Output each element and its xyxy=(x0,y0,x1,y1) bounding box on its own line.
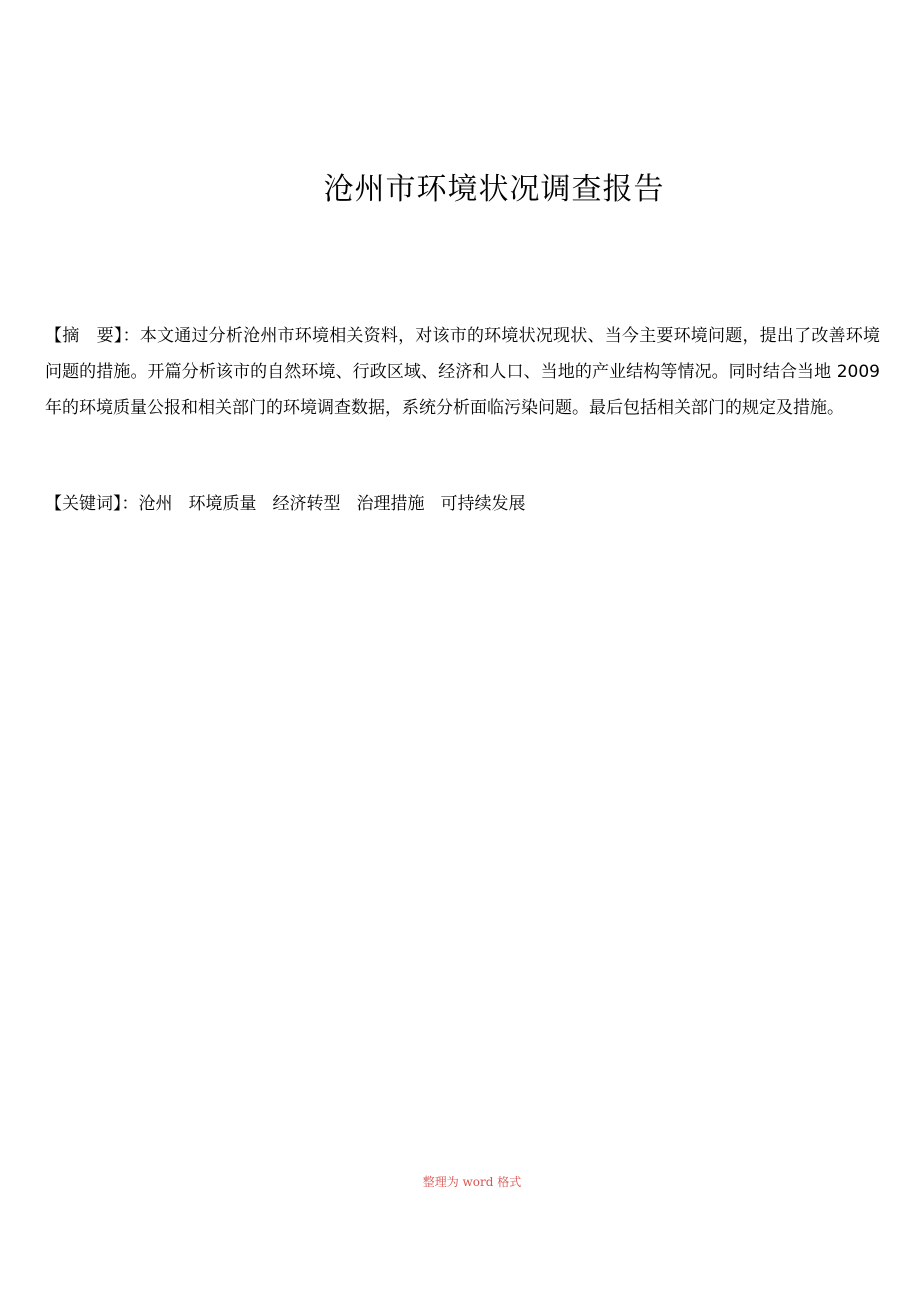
keywords-label: 【关键词】： xyxy=(45,494,139,514)
keyword-term: 沧州 xyxy=(138,494,173,514)
abstract-paragraph xyxy=(45,318,880,426)
keyword-term: 治理措施 xyxy=(356,494,425,514)
abstract-label: 【摘 要】： xyxy=(45,326,140,346)
keyword-term: 经济转型 xyxy=(272,494,341,514)
keyword-term: 环境质量 xyxy=(188,494,257,514)
document-title: 沧州市环境状况调查报告 xyxy=(323,172,665,207)
keyword-term: 可持续发展 xyxy=(440,494,526,514)
footer-watermark-text: 整理为 word 格式 xyxy=(422,1175,522,1189)
abstract-text: 本文通过分析沧州市环境相关资料，对该市的环境状况现状、当今主要环境问题，提出了改善环境问题的措施。开篇分析该市的自然环境、行政区域、经济和人口、当地的产业结构等情况。同时结合当地 2009 年的环境质量公报和相关部门的环境调查数据，系统分析面临污染问题。最后包括相关部门的规定及措施。 xyxy=(45,326,880,418)
keywords-line xyxy=(45,486,880,522)
